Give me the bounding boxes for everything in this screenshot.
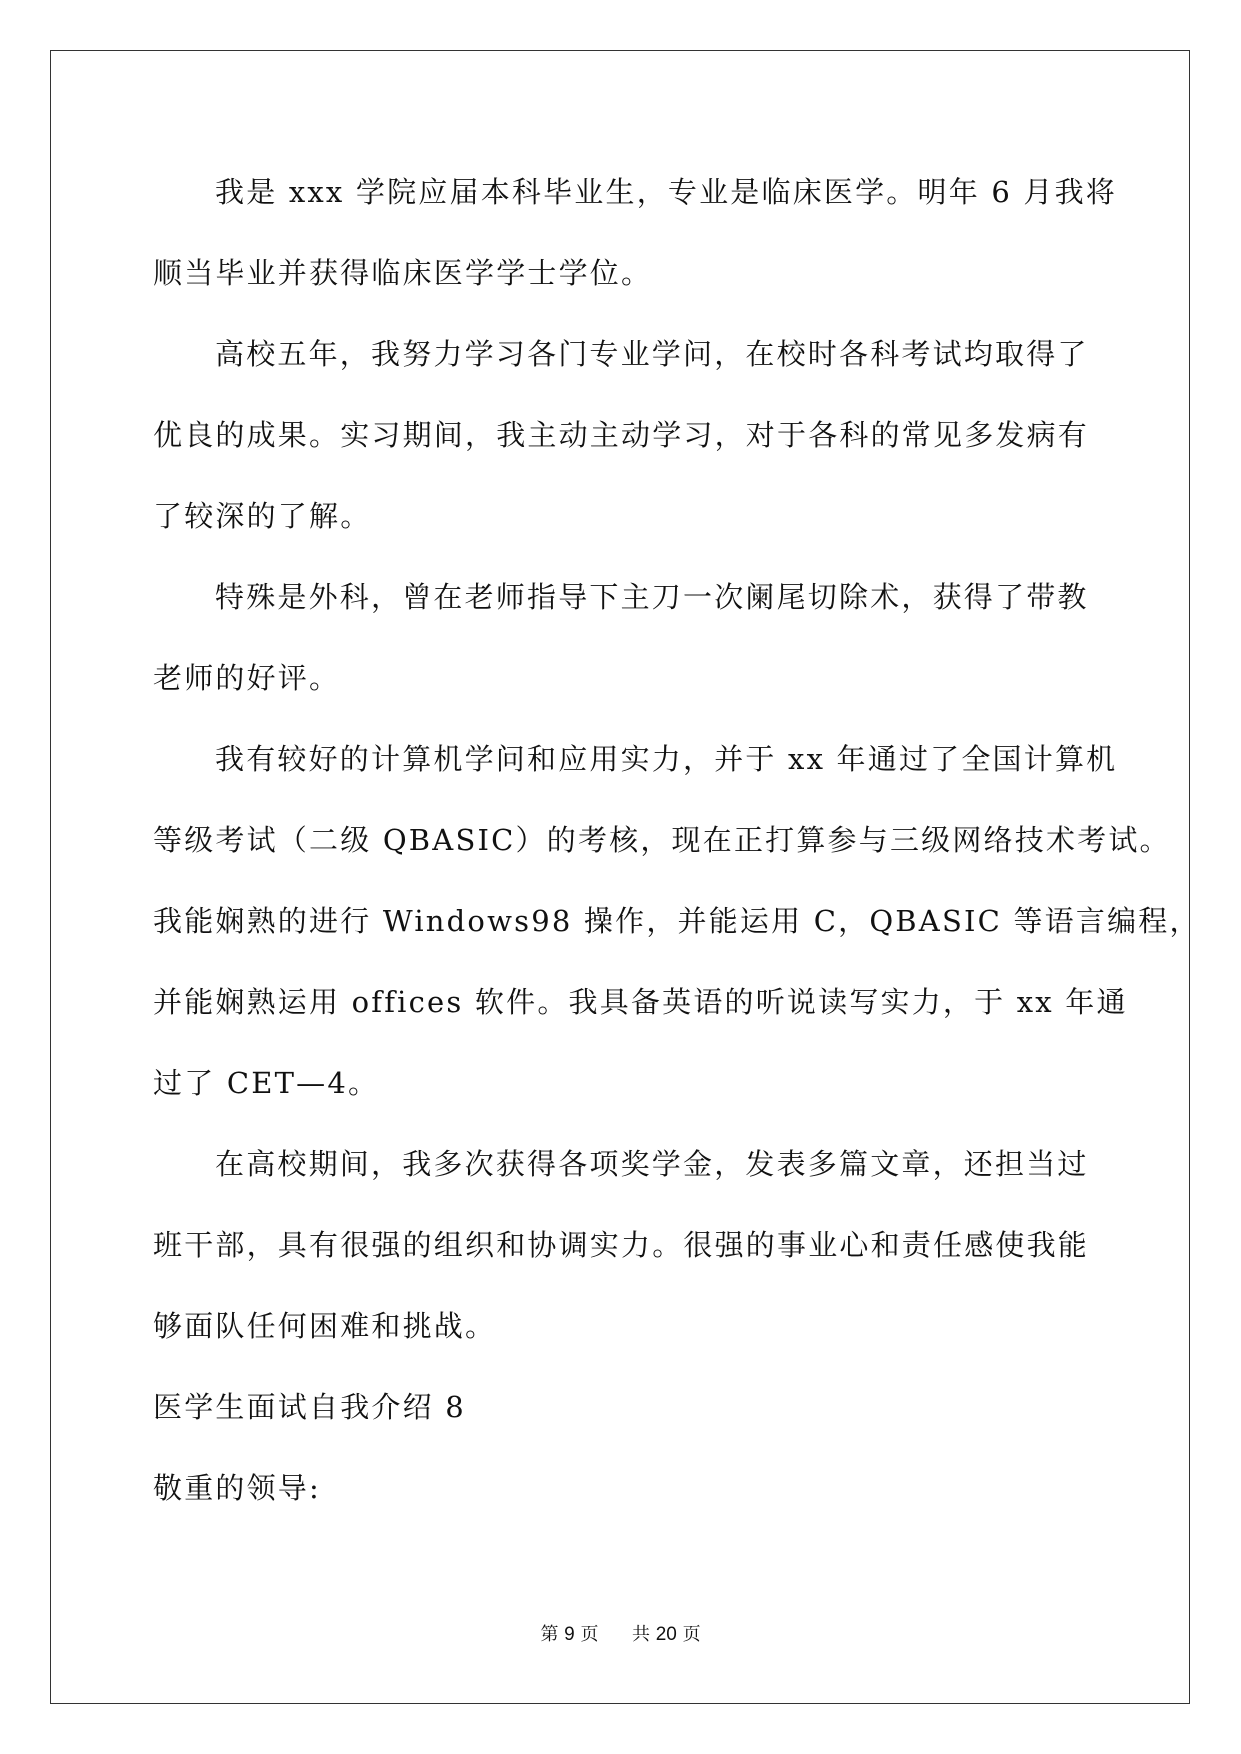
paragraph-line: 过了 CET—4。: [153, 1066, 380, 1100]
footer-page-number: 9: [564, 1624, 575, 1645]
paragraph-line: 并能娴熟运用 offices 软件。我具备英语的听说读写实力，于 xx 年通: [153, 985, 1128, 1019]
section-heading: 医学生面试自我介绍 8: [153, 1390, 466, 1424]
paragraph-line: 等级考试（二级 QBASIC）的考核，现在正打算参与三级网络技术考试。: [153, 823, 1171, 857]
salutation: 敬重的领导:: [153, 1471, 321, 1505]
footer-total-suffix: 页: [682, 1624, 701, 1645]
footer-page-suffix: 页: [580, 1624, 599, 1645]
paragraph-line: 特殊是外科，曾在老师指导下主刀一次阑尾切除术，获得了带教: [215, 580, 1089, 614]
paragraph-line: 我能娴熟的进行 Windows98 操作，并能运用 C，QBASIC 等语言编程，: [153, 904, 1201, 938]
paragraph-line: 我有较好的计算机学问和应用实力，并于 xx 年通过了全国计算机: [215, 742, 1118, 776]
document-body: [153, 172, 1201, 1549]
footer-page-prefix: 第: [540, 1624, 559, 1645]
paragraph-line: 顺当毕业并获得临床医学学士学位。: [153, 256, 653, 290]
paragraph-line: 优良的成果。实习期间，我主动主动学习，对于各科的常见多发病有: [153, 418, 1090, 452]
paragraph-line: 在高校期间，我多次获得各项奖学金，发表多篇文章，还担当过: [215, 1147, 1089, 1181]
paragraph-line: 班干部，具有很强的组织和协调实力。很强的事业心和责任感使我能: [153, 1228, 1090, 1262]
paragraph-line: 够面队任何困难和挑战。: [153, 1309, 497, 1343]
page-footer: [0, 1620, 1241, 1646]
paragraph-line: 我是 xxx 学院应届本科毕业生，专业是临床医学。明年 6 月我将: [215, 175, 1117, 209]
footer-total-prefix: 共: [631, 1624, 650, 1645]
footer-total-pages: 20: [655, 1624, 677, 1645]
paragraph-line: 了较深的了解。: [153, 499, 372, 533]
paragraph-line: 老师的好评。: [153, 661, 341, 695]
paragraph-line: 高校五年，我努力学习各门专业学问，在校时各科考试均取得了: [215, 337, 1089, 371]
